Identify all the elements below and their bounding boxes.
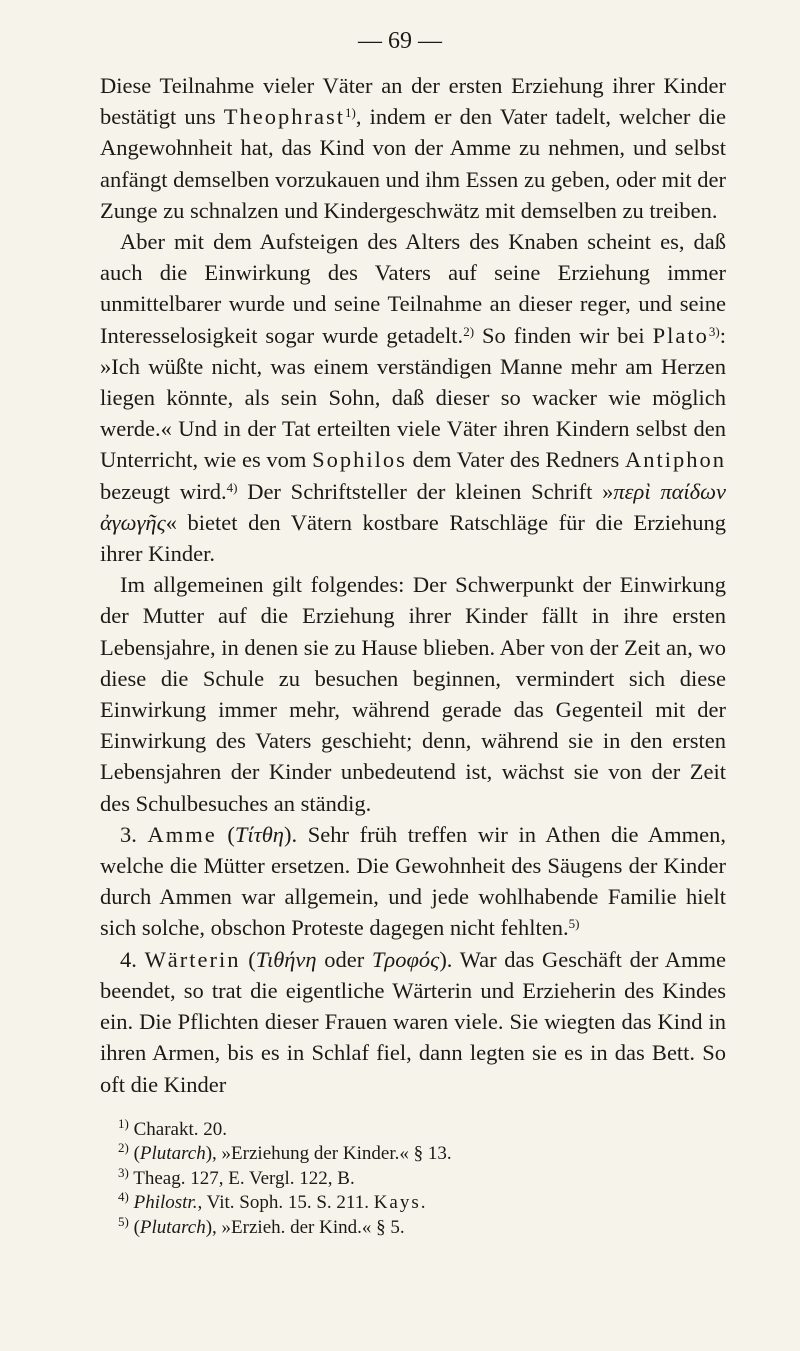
footnote: $^{2)}$ (Plutarch), »Erziehung der Kinder.« § 13. <box>118 1140 452 1165</box>
paragraph: 3. Amme (Τίτθη). Sehr früh treffen wir in Athen die Ammen, welche die Mütter ersetzen. Die Gewohnheit des Säugens der Kinder durch Ammen war allgemein, und jede wohlhabende Familie hielt sich solche, obschon Proteste dagegen nicht fehlten.$^{5)}$ <box>100 821 727 941</box>
footnote-marker: 4) <box>118 1189 129 1205</box>
italic-text: Philostr. <box>133 1192 198 1214</box>
italic-text: Τιθήνη <box>255 946 317 972</box>
paragraph: Aber mit dem Aufsteigen des Alters des Knaben scheint es, daß auch die Einwirkung des Vaters auf seine Erziehung immer unmittelbarer wurde und seine Teilnahme an dieser reger, und seine Interesselosigkeit sogar wurde getadelt.$^{2)}$ So finden wir bei Plato$^{3)}$: »Ich wüßte nicht, was einem verständigen Manne mehr am Herzen liegen könnte, als sein Sohn, daß dieser so wacker wie möglich werde.« Und in der Tat erteilten viele Väter ihren Kindern selbst den Unterricht, wie es vom Sophilos dem Vater des Redners Antiphon bezeugt wird.$^{4)}$ Der Schriftsteller der kleinen Schrift »περὶ παίδων ἀγωγῆς« bietet den Vätern kostbare Ratschläge für die Erziehung ihrer Kinder. <box>100 229 726 567</box>
italic-text: Plutarch <box>139 1143 206 1165</box>
footnote: $^{1)}$ Charakt. 20. <box>118 1115 227 1140</box>
spaced-emphasis: Sophilos <box>312 447 407 473</box>
footnote-marker: 5) <box>118 1213 129 1229</box>
spaced-emphasis: Wärterin <box>144 946 241 972</box>
main-text <box>100 70 726 1100</box>
paragraph: Im allgemeinen gilt folgendes: Der Schwerpunkt der Einwirkung der Mutter auf die Erziehung ihrer Kinder fällt in ihre ersten Lebensjahre, in denen sie zu Hause blieben. Aber von der Zeit an, wo diese die Schule zu besuchen beginnen, vermindert sich diese Einwirkung immer mehr, während gerade das Gegenteil mit der Einwirkung des Vaters geschieht; denn, während sie in den ersten Lebensjahren der Kinder unbedeutend ist, wächst sie von der Zeit des Schulbesuches an ständig. <box>100 572 726 816</box>
italic-text: Τίτθη <box>234 821 284 847</box>
footnote-marker: 3) <box>118 1164 129 1180</box>
footnote-marker: 1) <box>345 105 356 121</box>
spaced-emphasis: Kays. <box>373 1192 428 1214</box>
page-number: — 69 — <box>358 28 442 54</box>
footnote-marker: 2) <box>118 1140 129 1156</box>
footnotes <box>100 1115 726 1241</box>
footnote: $^{4)}$ Philostr., Vit. Soph. 15. S. 211. Kays. <box>118 1189 428 1214</box>
footnote-marker: 4) <box>226 479 238 495</box>
footnote-marker: 5) <box>568 916 580 932</box>
spaced-emphasis: Amme <box>147 821 217 847</box>
italic-text: περὶ παίδων ἀγωγῆς <box>100 478 726 535</box>
paragraph: Diese Teilnahme vieler Väter an der ersten Erziehung ihrer Kinder bestätigt uns Theophrast$^{1)}$, indem er den Vater tadelt, welcher die Angewohnheit hat, das Kind von der Amme zu nehmen, und selbst anfängt demselben vorzukauen und ihm Essen zu geben, oder mit der Zunge zu schnalzen und Kindergeschwätz mit demselben zu treiben. <box>100 73 727 223</box>
footnote: $^{5)}$ (Plutarch), »Erzieh. der Kind.« § 5. <box>118 1213 405 1238</box>
footnote-marker: 1) <box>118 1115 129 1131</box>
footnote-marker: 3) <box>708 323 720 339</box>
footnote-marker: 2) <box>463 323 475 339</box>
spaced-emphasis: Plato <box>652 322 709 348</box>
italic-text: Τροφός <box>371 946 440 972</box>
spaced-emphasis: Antiphon <box>624 447 726 473</box>
footnote: $^{3)}$ Theag. 127, E. Vergl. 122, B. <box>118 1164 355 1189</box>
paragraph: 4. Wärterin (Τιθήνη oder Τροφός). War das Geschäft der Amme beendet, so trat die eigentliche Wärterin und Erzieherin des Kindes ein. Die Pflichten dieser Frauen waren viele. Sie wiegten das Kind in ihren Armen, bis es in Schlaf fiel, dann legten sie es in das Bett. So oft die Kinder <box>100 946 726 1097</box>
italic-text: Plutarch <box>139 1216 206 1238</box>
spaced-emphasis: Theophrast <box>223 104 345 130</box>
